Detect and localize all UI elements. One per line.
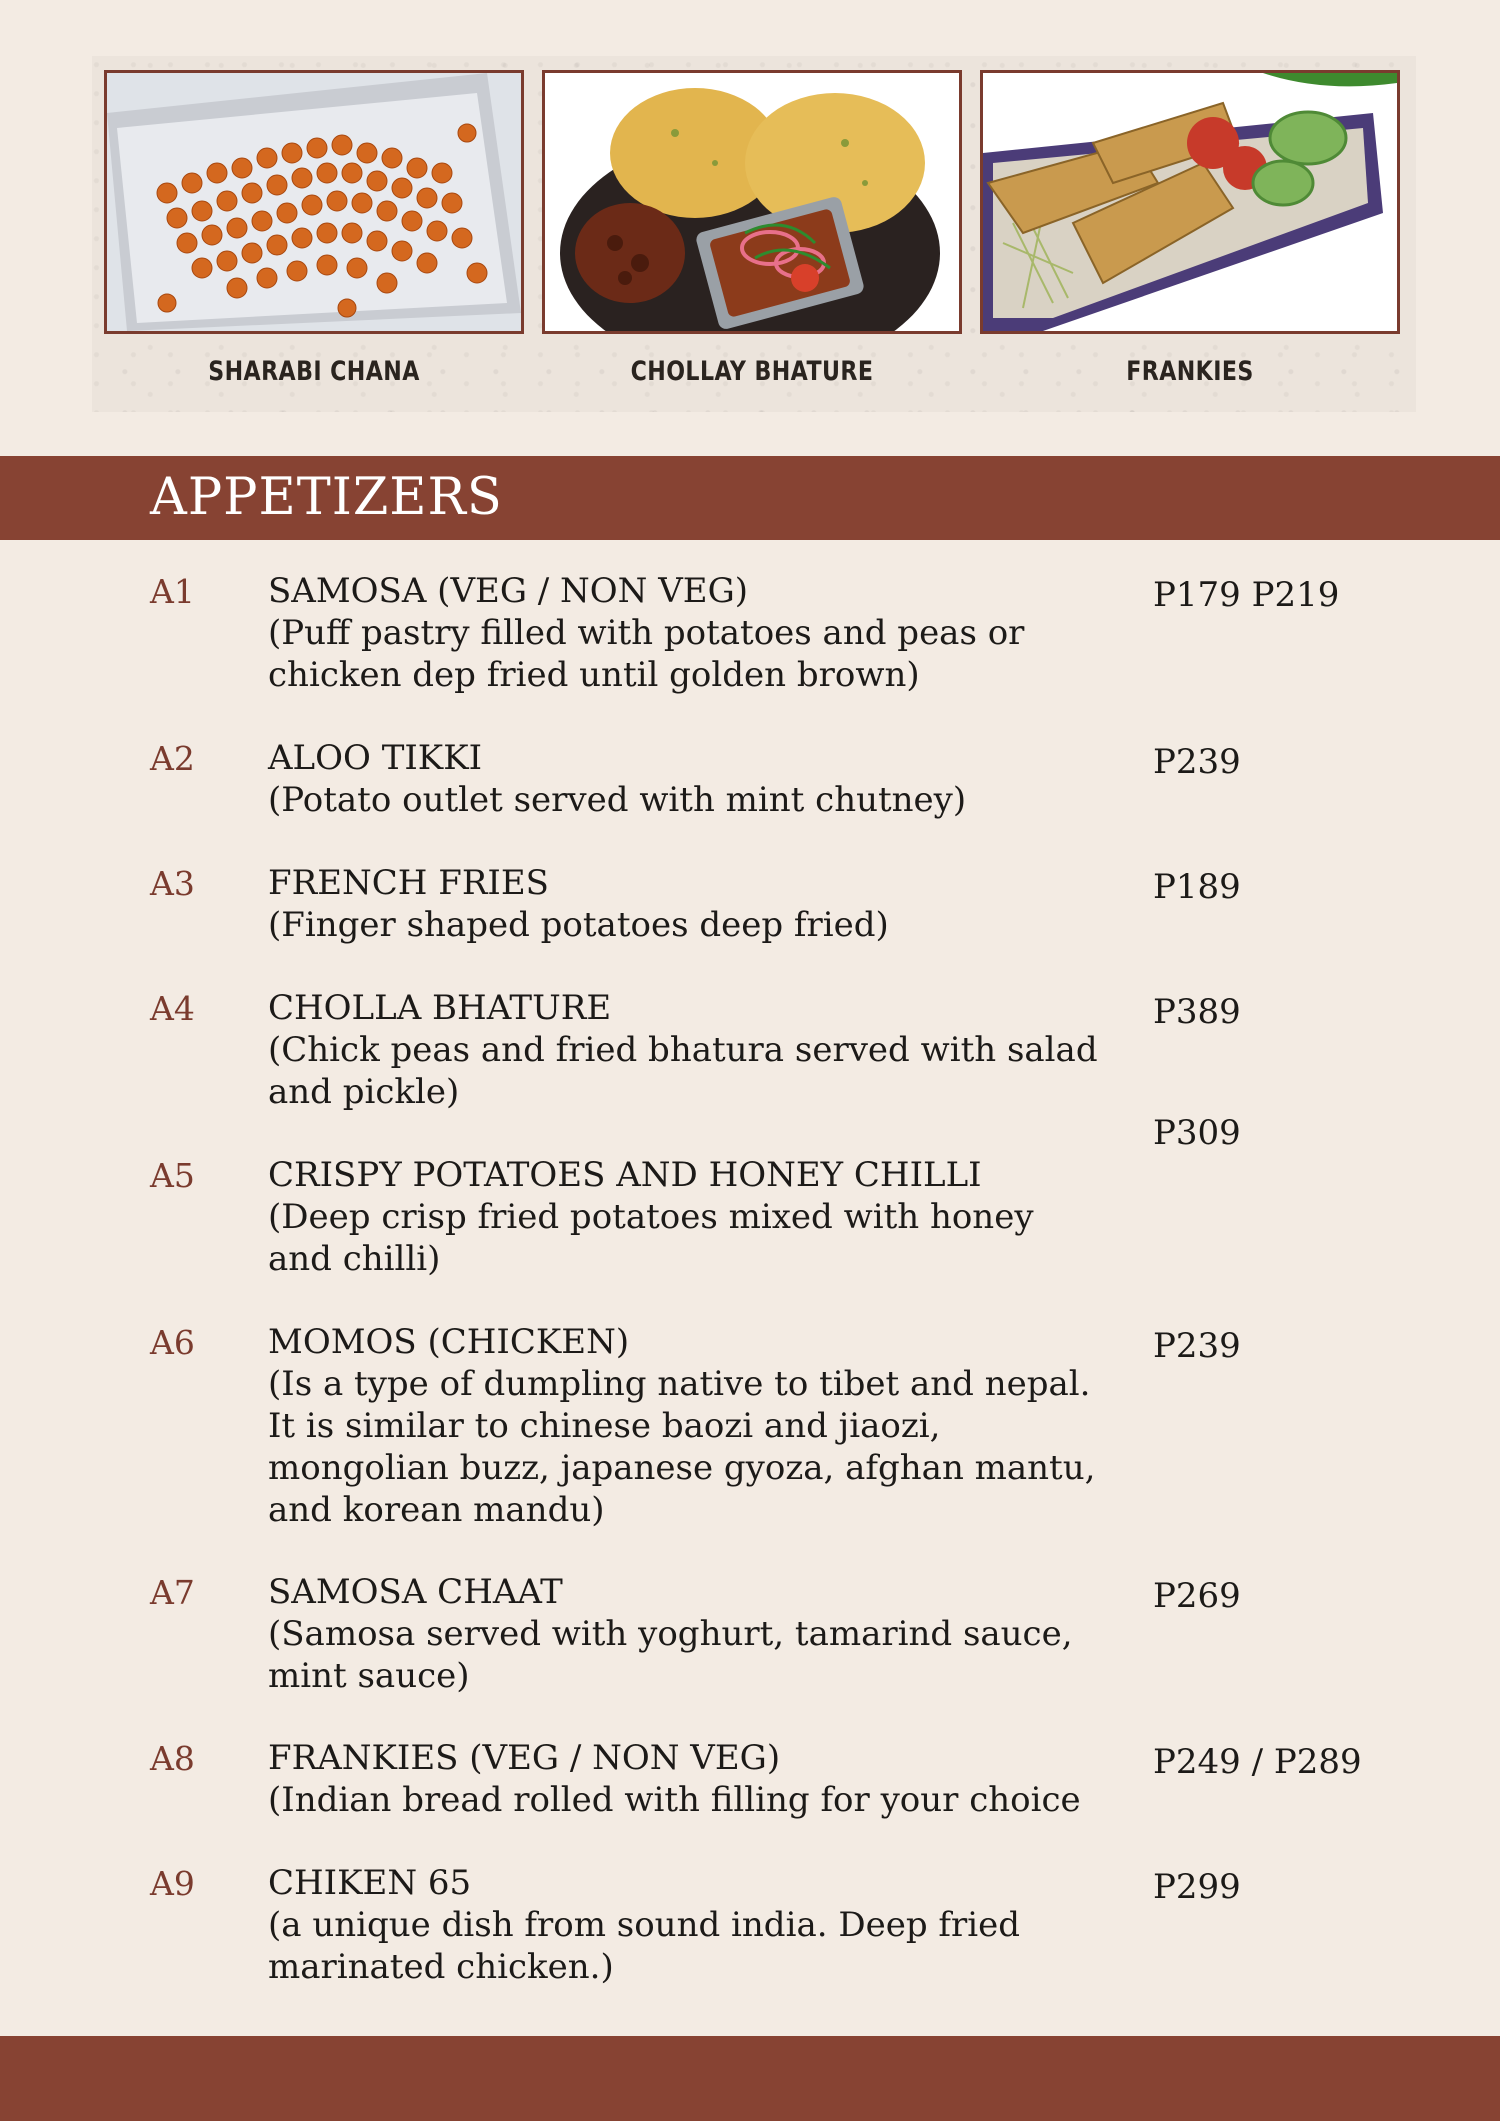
item-name: CHIKEN 65 — [268, 1863, 472, 1903]
photo-card-chollay-bhature — [542, 70, 962, 387]
item-code: A9 — [150, 1864, 195, 1903]
photo-caption: FRANKIES — [1126, 356, 1254, 387]
item-text — [268, 1737, 1108, 1821]
chana-photo — [104, 70, 524, 334]
item-desc: (Chick peas and fried bhatura served with salad and pickle) — [268, 1030, 1098, 1112]
photo-card-frankies — [980, 70, 1400, 387]
item-name: CHOLLA BHATURE — [268, 988, 612, 1028]
item-text — [268, 1154, 1108, 1280]
item-desc: (Potato outlet served with mint chutney) — [268, 780, 967, 820]
photo-caption: SHARABI CHANA — [208, 356, 420, 387]
frankies-photo — [980, 70, 1400, 334]
item-price: P239 — [1153, 742, 1241, 782]
item-price: P179 P219 — [1153, 575, 1340, 615]
item-code: A8 — [150, 1739, 195, 1778]
item-text — [268, 1571, 1108, 1697]
item-code: A1 — [150, 572, 195, 611]
section-title: APPETIZERS — [150, 468, 503, 527]
item-code: A2 — [150, 739, 195, 778]
item-name: MOMOS (CHICKEN) — [268, 1322, 630, 1362]
item-text — [268, 862, 1108, 946]
item-text — [268, 1321, 1108, 1531]
item-name: ALOO TIKKI — [268, 738, 483, 778]
item-name: SAMOSA CHAAT — [268, 1572, 563, 1612]
item-text — [268, 737, 1108, 821]
item-text — [268, 570, 1108, 696]
item-name: FRANKIES (VEG / NON VEG) — [268, 1738, 781, 1778]
photo-caption: CHOLLAY BHATURE — [630, 356, 874, 387]
item-desc: (Indian bread rolled with filling for your choice — [268, 1780, 1081, 1820]
item-name: CRISPY POTATOES AND HONEY CHILLI — [268, 1155, 982, 1195]
item-price: P299 — [1153, 1867, 1241, 1907]
item-desc: (Is a type of dumpling native to tibet and nepal. It is similar to chinese baozi and jiaozi, mongolian buzz, japanese gyoza, afghan mantu, and korean mandu) — [268, 1364, 1096, 1530]
item-price: P239 — [1153, 1326, 1241, 1366]
item-code: A5 — [150, 1156, 195, 1195]
item-text — [268, 1862, 1108, 1988]
bhature-photo — [542, 70, 962, 334]
item-price: P189 — [1153, 867, 1241, 907]
item-code: A6 — [150, 1323, 195, 1362]
item-price: P309 — [1153, 1113, 1241, 1153]
item-code: A7 — [150, 1573, 195, 1612]
item-desc: (Samosa served with yoghurt, tamarind sauce, mint sauce) — [268, 1614, 1073, 1696]
item-price: P269 — [1153, 1576, 1241, 1616]
item-text — [268, 987, 1108, 1113]
item-name: SAMOSA (VEG / NON VEG) — [268, 571, 749, 611]
item-desc: (Finger shaped potatoes deep fried) — [268, 905, 889, 945]
item-code: A3 — [150, 864, 195, 903]
item-desc: (Puff pastry filled with potatoes and peas or chicken dep fried until golden brown) — [268, 613, 1025, 695]
section-header-band — [0, 456, 1500, 540]
footer-band — [0, 2036, 1500, 2121]
photo-strip — [92, 56, 1416, 412]
item-price: P249 / P289 — [1153, 1742, 1362, 1782]
item-desc: (a unique dish from sound india. Deep fried marinated chicken.) — [268, 1905, 1021, 1987]
photo-card-sharabi-chana — [104, 70, 524, 387]
item-name: FRENCH FRIES — [268, 863, 549, 903]
item-price: P389 — [1153, 992, 1241, 1032]
item-desc: (Deep crisp fried potatoes mixed with honey and chilli) — [268, 1197, 1034, 1279]
item-code: A4 — [150, 989, 195, 1028]
